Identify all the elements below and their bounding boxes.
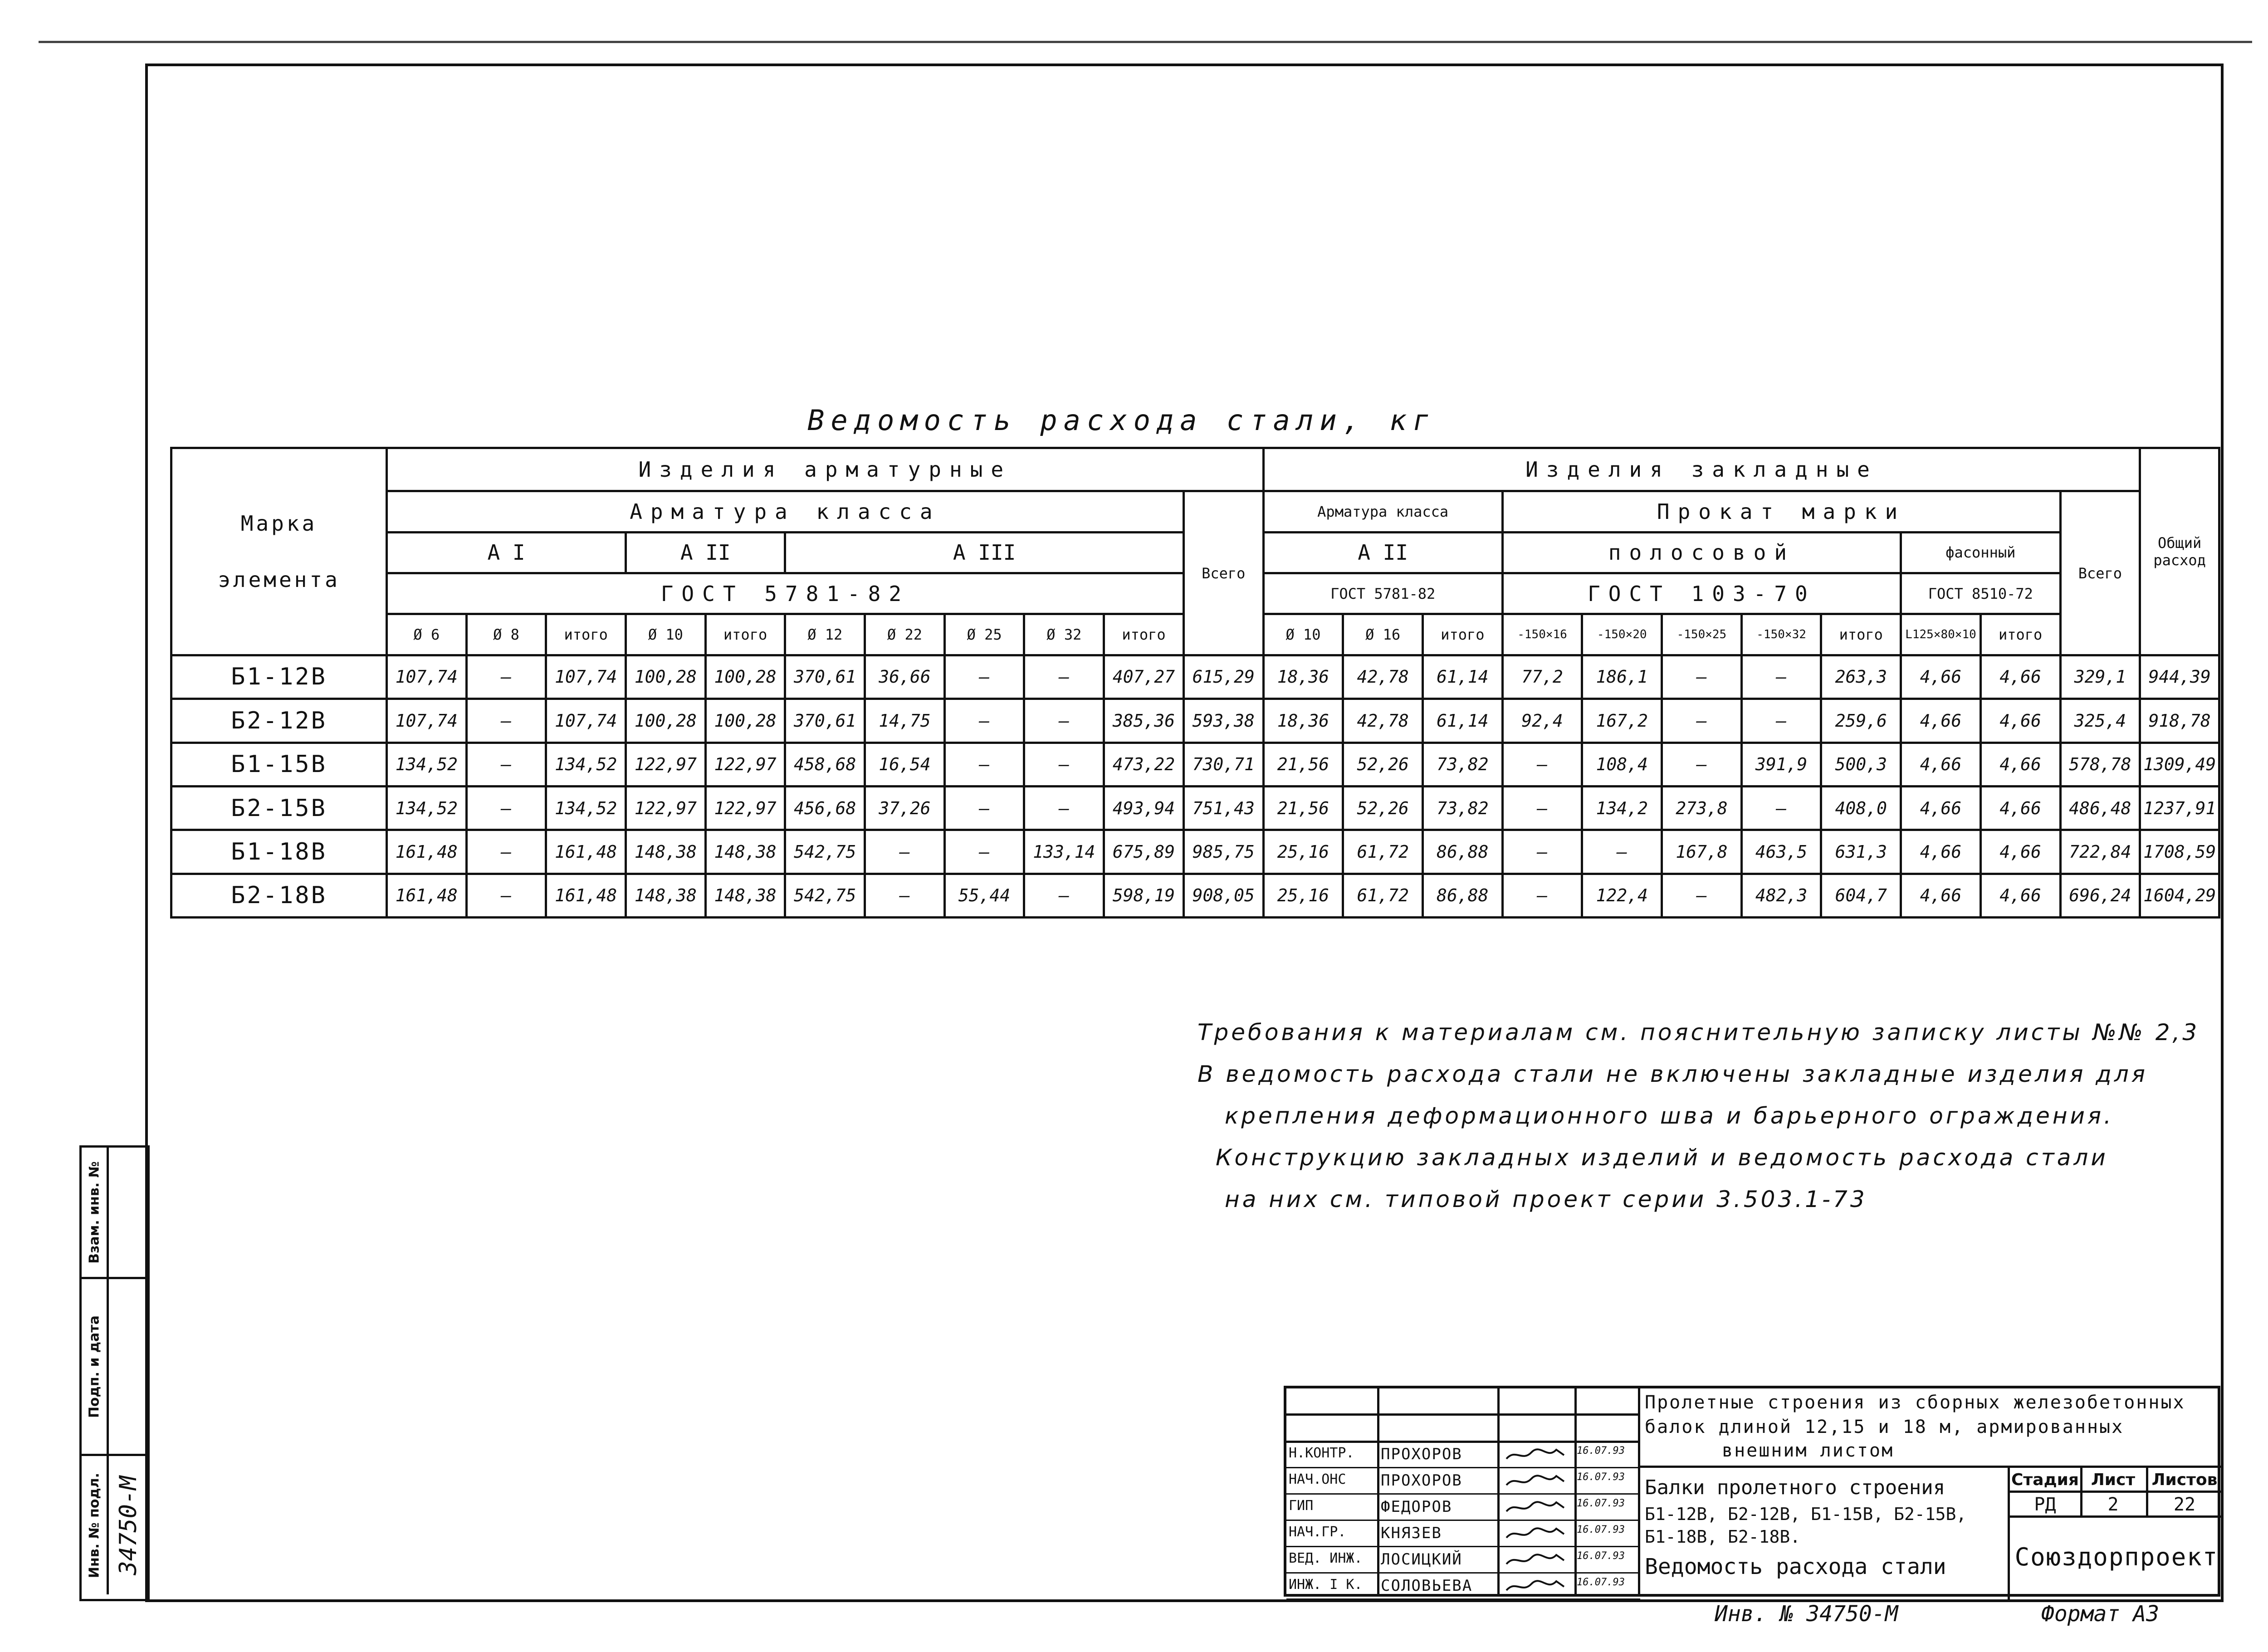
subcol-header: -150×25: [1662, 614, 1742, 655]
value-cell: 696,24: [2060, 874, 2140, 917]
value-cell: 134,52: [546, 743, 626, 786]
value-cell: —: [1502, 874, 1582, 917]
value-cell: 385,36: [1104, 699, 1184, 743]
stage-value: РД: [2034, 1494, 2056, 1515]
signature-name: СОЛОВЬЕВА: [1381, 1577, 1473, 1595]
value-cell: 18,36: [1263, 655, 1343, 699]
value-cell: 148,38: [705, 874, 785, 917]
inv-number-footer: Инв. № 34750-М: [1715, 1601, 1898, 1627]
value-cell: 107,74: [546, 655, 626, 699]
value-cell: —: [466, 743, 546, 786]
subcol-header: -150×32: [1741, 614, 1821, 655]
value-cell: 122,97: [705, 743, 785, 786]
value-cell: 486,48: [2060, 786, 2140, 830]
value-cell: 161,48: [386, 830, 466, 874]
value-cell: —: [1662, 743, 1742, 786]
project-title-cell: Пролетные строения из сборных железобетонных балок длиной 12,15 и 18 м, армированных внешним листом: [1640, 1388, 2221, 1468]
inv-number-value: 34750-М: [114, 1475, 142, 1575]
table-title: Ведомость расхода стали, кг: [807, 404, 1436, 437]
signature-date: 16.07.93: [1577, 1445, 1625, 1456]
value-cell: 4,66: [1980, 830, 2060, 874]
value-cell: 107,74: [546, 699, 626, 743]
value-cell: 542,75: [785, 874, 865, 917]
value-cell: 134,52: [546, 786, 626, 830]
note-line: крепления деформационного шва и барьерного ограждения.: [1225, 1103, 2114, 1129]
note-line: Конструкцию закладных изделий и ведомость расхода стали: [1216, 1144, 2108, 1171]
value-cell: 18,36: [1263, 699, 1343, 743]
value-cell: 944,39: [2140, 655, 2219, 699]
element-mark-cell: Б1-15В: [171, 743, 387, 786]
value-cell: 263,3: [1821, 655, 1901, 699]
handwritten-signature: [1504, 1499, 1568, 1516]
value-cell: —: [944, 786, 1024, 830]
subcol-header: Ø 25: [944, 614, 1024, 655]
class-aii-header: А II: [626, 532, 785, 573]
handwritten-signature: [1504, 1525, 1568, 1542]
grand-total-header: Общий расход: [2140, 448, 2219, 655]
value-cell: 42,78: [1343, 699, 1423, 743]
polosovoy-header: полосовой: [1502, 532, 1901, 573]
value-cell: 52,26: [1343, 743, 1423, 786]
sheet-value: 2: [2107, 1494, 2119, 1515]
value-cell: 4,66: [1901, 830, 1981, 874]
element-mark-cell: Б2-18В: [171, 874, 387, 917]
value-cell: 186,1: [1582, 655, 1662, 699]
value-cell: 167,2: [1582, 699, 1662, 743]
value-cell: 73,82: [1423, 743, 1503, 786]
value-cell: 4,66: [1901, 874, 1981, 917]
value-cell: 4,66: [1980, 786, 2060, 830]
signature-date: 16.07.93: [1577, 1577, 1625, 1588]
mark-column-header: Марка элемента: [171, 448, 387, 655]
value-cell: 134,2: [1582, 786, 1662, 830]
value-cell: 100,28: [705, 699, 785, 743]
table-row: [171, 699, 2219, 743]
value-cell: 631,3: [1821, 830, 1901, 874]
value-cell: —: [1502, 830, 1582, 874]
value-cell: 73,82: [1423, 786, 1503, 830]
value-cell: 1237,91: [2140, 786, 2219, 830]
value-cell: 61,14: [1423, 699, 1503, 743]
signature-role: ГИП: [1289, 1498, 1314, 1514]
value-cell: 107,74: [386, 699, 466, 743]
subcol-header: L125×80×10: [1901, 614, 1981, 655]
fasonny-header: фасонный: [1901, 532, 2060, 573]
value-cell: 4,66: [1901, 655, 1981, 699]
value-cell: 463,5: [1741, 830, 1821, 874]
organization-name: Союздорпроект: [2014, 1543, 2219, 1571]
subcol-header: итого: [546, 614, 626, 655]
value-cell: 161,48: [386, 874, 466, 917]
value-cell: 908,05: [1183, 874, 1263, 917]
subcol-header: Ø 10: [626, 614, 706, 655]
subcol-header: Ø 10: [1263, 614, 1343, 655]
value-cell: 134,52: [386, 743, 466, 786]
value-cell: 37,26: [865, 786, 945, 830]
emb-gost-5781-header: ГОСТ 5781-82: [1263, 573, 1502, 614]
value-cell: —: [1024, 786, 1104, 830]
value-cell: —: [1024, 874, 1104, 917]
handwritten-signature: [1504, 1446, 1568, 1463]
value-cell: 985,75: [1183, 830, 1263, 874]
signature-date: 16.07.93: [1577, 1471, 1625, 1483]
value-cell: 148,38: [626, 874, 706, 917]
value-cell: 161,48: [546, 874, 626, 917]
value-cell: —: [944, 830, 1024, 874]
value-cell: 493,94: [1104, 786, 1184, 830]
element-mark-cell: Б2-12В: [171, 699, 387, 743]
signature-name: ФЕДОРОВ: [1381, 1498, 1452, 1516]
value-cell: 1309,49: [2140, 743, 2219, 786]
value-cell: 325,4: [2060, 699, 2140, 743]
subcol-header: Ø 8: [466, 614, 546, 655]
signature-role: НАЧ.ГР.: [1289, 1524, 1346, 1540]
value-cell: 4,66: [1901, 699, 1981, 743]
value-cell: 1604,29: [2140, 874, 2219, 917]
value-cell: —: [1024, 699, 1104, 743]
sheet-label: Лист: [2091, 1471, 2136, 1489]
class-aiii-header: А III: [785, 532, 1183, 573]
value-cell: 36,66: [865, 655, 945, 699]
class-ai-header: А I: [386, 532, 626, 573]
value-cell: 161,48: [546, 830, 626, 874]
signature-role: Н.КОНТР.: [1289, 1445, 1354, 1461]
value-cell: 21,56: [1263, 743, 1343, 786]
value-cell: 122,97: [626, 743, 706, 786]
value-cell: 391,9: [1741, 743, 1821, 786]
subcol-header: итого: [1980, 614, 2060, 655]
sheets-value: 22: [2173, 1494, 2196, 1515]
value-cell: 370,61: [785, 699, 865, 743]
value-cell: 578,78: [2060, 743, 2140, 786]
signature-role: ВЕД. ИНЖ.: [1289, 1550, 1363, 1566]
sheet-title-cell: Балки пролетного строения Б1-12В, Б2-12В, Б1-15В, Б2-15В, Б1-18В, Б2-18В. Ведомость расхода стали: [1640, 1468, 2010, 1599]
table-row: [171, 743, 2219, 786]
value-cell: 4,66: [1901, 743, 1981, 786]
value-cell: —: [1662, 874, 1742, 917]
value-cell: 133,14: [1024, 830, 1104, 874]
value-cell: 122,4: [1582, 874, 1662, 917]
value-cell: —: [944, 699, 1024, 743]
value-cell: 134,52: [386, 786, 466, 830]
value-cell: 458,68: [785, 743, 865, 786]
note-line: Требования к материалам см. пояснительную записку листы №№ 2,3: [1198, 1019, 2200, 1046]
side-stamp: [79, 1145, 150, 1601]
value-cell: 407,27: [1104, 655, 1184, 699]
value-cell: 61,72: [1343, 830, 1423, 874]
group-reinforcing-products: Изделия арматурные: [386, 448, 1263, 491]
value-cell: 108,4: [1582, 743, 1662, 786]
subcol-header: Ø 16: [1343, 614, 1423, 655]
signature-name: ПРОХОРОВ: [1381, 1445, 1462, 1463]
subcol-header: Ø 32: [1024, 614, 1104, 655]
sheet-top-trim-line: [39, 41, 2252, 43]
value-cell: 615,29: [1183, 655, 1263, 699]
value-cell: 473,22: [1104, 743, 1184, 786]
title-block: [1284, 1386, 2220, 1597]
table-row: [171, 655, 2219, 699]
signature-role: ИНЖ. I К.: [1289, 1577, 1363, 1593]
value-cell: 456,68: [785, 786, 865, 830]
note-line: В ведомость расхода стали не включены закладные изделия для: [1198, 1061, 2148, 1087]
value-cell: —: [466, 830, 546, 874]
value-cell: —: [466, 655, 546, 699]
side-cell-vzam: [82, 1148, 147, 1279]
element-mark-cell: Б2-15В: [171, 786, 387, 830]
value-cell: 482,3: [1741, 874, 1821, 917]
value-cell: 500,3: [1821, 743, 1901, 786]
value-cell: 92,4: [1502, 699, 1582, 743]
value-cell: 100,28: [705, 655, 785, 699]
value-cell: 61,14: [1423, 655, 1503, 699]
subcol-header: итого: [1423, 614, 1503, 655]
table-row: [171, 830, 2219, 874]
value-cell: 329,1: [2060, 655, 2140, 699]
value-cell: —: [1502, 786, 1582, 830]
value-cell: 77,2: [1502, 655, 1582, 699]
element-mark-cell: Б1-18В: [171, 830, 387, 874]
side-cell-podp: [82, 1279, 147, 1456]
value-cell: —: [466, 699, 546, 743]
value-cell: 21,56: [1263, 786, 1343, 830]
subcol-header: итого: [1821, 614, 1901, 655]
subcol-header: Ø 12: [785, 614, 865, 655]
subcol-header: итого: [705, 614, 785, 655]
value-cell: 16,54: [865, 743, 945, 786]
value-cell: —: [865, 830, 945, 874]
value-cell: —: [1024, 743, 1104, 786]
value-cell: 86,88: [1423, 830, 1503, 874]
value-cell: —: [1741, 699, 1821, 743]
value-cell: —: [466, 786, 546, 830]
subcol-header: -150×20: [1582, 614, 1662, 655]
table-body: [171, 655, 2219, 917]
emb-total-header: Всего: [2060, 491, 2140, 655]
value-cell: 4,66: [1980, 743, 2060, 786]
value-cell: —: [1662, 699, 1742, 743]
value-cell: 4,66: [1980, 874, 2060, 917]
value-cell: 148,38: [626, 830, 706, 874]
value-cell: 107,74: [386, 655, 466, 699]
reinf-class-header: Арматура класса: [386, 491, 1183, 532]
value-cell: 722,84: [2060, 830, 2140, 874]
value-cell: 86,88: [1423, 874, 1503, 917]
value-cell: 604,7: [1821, 874, 1901, 917]
value-cell: 370,61: [785, 655, 865, 699]
emb-class-aii-header: А II: [1263, 532, 1502, 573]
value-cell: 100,28: [626, 699, 706, 743]
value-cell: 100,28: [626, 655, 706, 699]
handwritten-signature: [1504, 1472, 1568, 1490]
value-cell: —: [865, 874, 945, 917]
format-label: Формат А3: [2041, 1601, 2160, 1627]
table-row: [171, 874, 2219, 917]
value-cell: 14,75: [865, 699, 945, 743]
value-cell: 61,72: [1343, 874, 1423, 917]
value-cell: 751,43: [1183, 786, 1263, 830]
value-cell: —: [1662, 655, 1742, 699]
value-cell: 408,0: [1821, 786, 1901, 830]
side-label-inv: Инв. № подл.: [86, 1472, 102, 1578]
handwritten-signature: [1504, 1551, 1568, 1569]
side-cell-inv: [82, 1456, 147, 1594]
value-cell: —: [466, 874, 546, 917]
value-cell: —: [944, 743, 1024, 786]
value-cell: 675,89: [1104, 830, 1184, 874]
subcol-header: итого: [1104, 614, 1184, 655]
value-cell: 259,6: [1821, 699, 1901, 743]
value-cell: 1708,59: [2140, 830, 2219, 874]
value-cell: 55,44: [944, 874, 1024, 917]
subcol-header: Ø 6: [386, 614, 466, 655]
signature-name: КНЯЗЕВ: [1381, 1524, 1442, 1542]
table-row: [171, 786, 2219, 830]
signature-date: 16.07.93: [1577, 1550, 1625, 1562]
emb-reinf-class-header: Арматура класса: [1263, 491, 1502, 532]
signature-date: 16.07.93: [1577, 1524, 1625, 1535]
side-label-vzam: Взам. инв. №: [86, 1161, 102, 1264]
steel-consumption-table: [170, 447, 2220, 919]
value-cell: 542,75: [785, 830, 865, 874]
reinf-total-header: Всего: [1183, 491, 1263, 655]
value-cell: 148,38: [705, 830, 785, 874]
value-cell: 4,66: [1980, 655, 2060, 699]
value-cell: —: [1741, 786, 1821, 830]
value-cell: 52,26: [1343, 786, 1423, 830]
value-cell: 598,19: [1104, 874, 1184, 917]
value-cell: 4,66: [1980, 699, 2060, 743]
handwritten-signature: [1504, 1578, 1568, 1595]
element-mark-cell: Б1-12В: [171, 655, 387, 699]
value-cell: 25,16: [1263, 830, 1343, 874]
value-cell: —: [1582, 830, 1662, 874]
stage-label: Стадия: [2011, 1471, 2079, 1489]
value-cell: 42,78: [1343, 655, 1423, 699]
gost-8510-header: ГОСТ 8510-72: [1901, 573, 2060, 614]
value-cell: —: [1741, 655, 1821, 699]
value-cell: 122,97: [705, 786, 785, 830]
value-cell: 122,97: [626, 786, 706, 830]
signature-name: ЛОСИЦКИЙ: [1381, 1550, 1462, 1569]
signature-date: 16.07.93: [1577, 1498, 1625, 1509]
gost-5781-header: ГОСТ 5781-82: [386, 573, 1183, 614]
sheets-label: Листов: [2151, 1471, 2218, 1489]
value-cell: —: [944, 655, 1024, 699]
note-line: на них см. типовой проект серии 3.503.1-73: [1225, 1186, 1867, 1212]
value-cell: 25,16: [1263, 874, 1343, 917]
value-cell: —: [1024, 655, 1104, 699]
value-cell: 273,8: [1662, 786, 1742, 830]
value-cell: 593,38: [1183, 699, 1263, 743]
group-embedded-products: Изделия закладные: [1263, 448, 2140, 491]
value-cell: 730,71: [1183, 743, 1263, 786]
notes-block: [1198, 1012, 2241, 1220]
signature-name: ПРОХОРОВ: [1381, 1471, 1462, 1490]
subcol-header: Ø 22: [865, 614, 945, 655]
prokat-header: Прокат марки: [1502, 491, 2060, 532]
subcol-header: -150×16: [1502, 614, 1582, 655]
side-label-podp: Подп. и дата: [86, 1315, 102, 1418]
gost-103-header: ГОСТ 103-70: [1502, 573, 1901, 614]
value-cell: 167,8: [1662, 830, 1742, 874]
value-cell: —: [1502, 743, 1582, 786]
value-cell: 4,66: [1901, 786, 1981, 830]
signature-role: НАЧ.ОНС: [1289, 1471, 1346, 1487]
value-cell: 918,78: [2140, 699, 2219, 743]
